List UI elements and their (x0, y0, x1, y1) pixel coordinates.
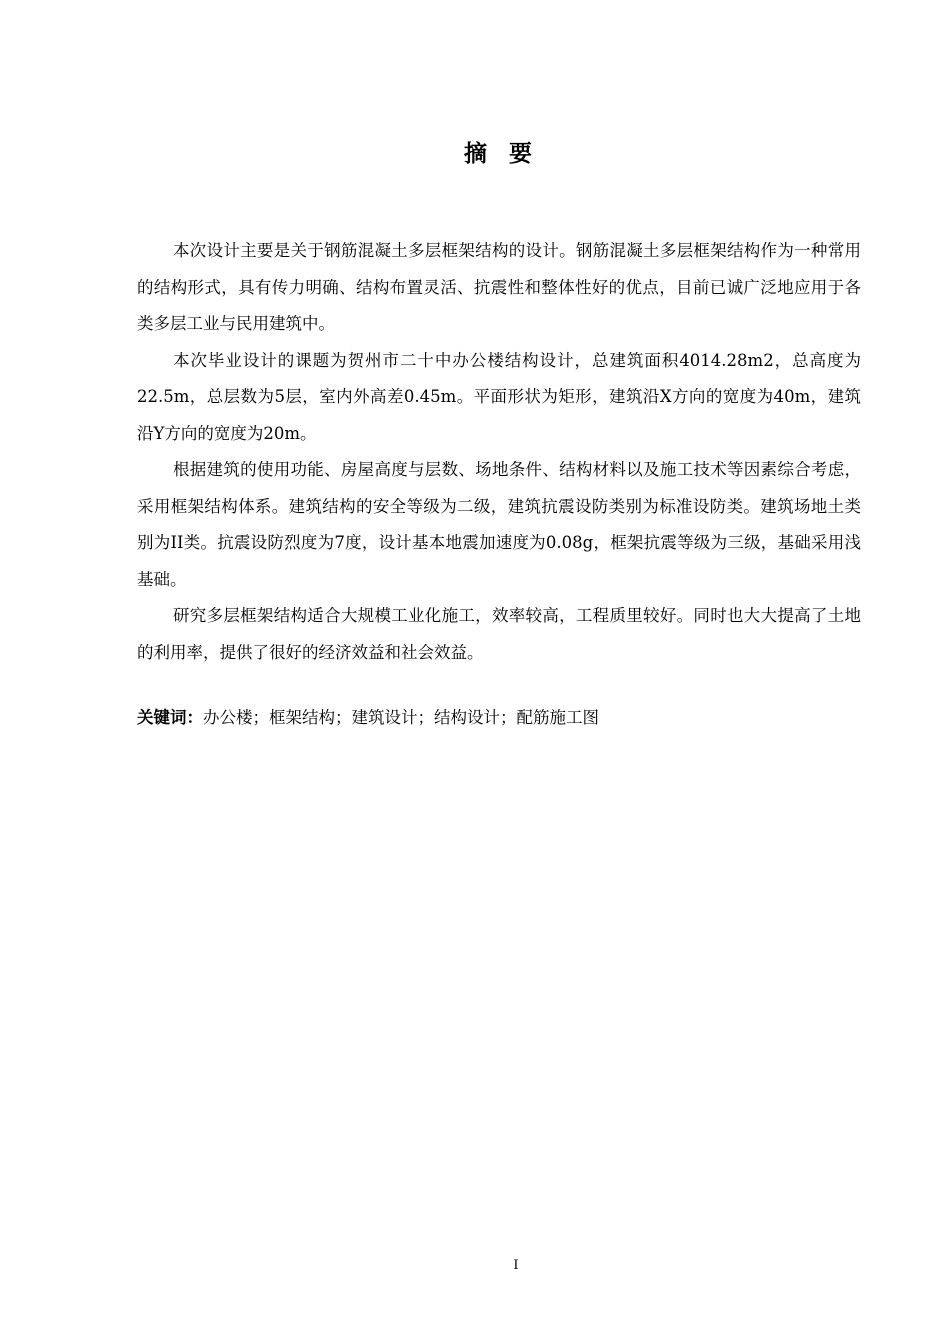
abstract-title: 摘 要 (463, 141, 534, 167)
abstract-paragraph-3: 根据建筑的使用功能、房屋高度与层数、场地条件、结构材料以及施工技术等因素综合考虑，采用框架结构体系。建筑结构的安全等级为二级，建筑抗震设防类别为标准设防类。建筑场地土类别为II类。抗震设防烈度为7度，设计基本地震加速度为0.08g，框架抗震等级为三级，基础采用浅基础。 (137, 460, 861, 589)
page-number: I (513, 1258, 519, 1273)
abstract-paragraph-4: 研究多层框架结构适合大规模工业化施工，效率较高，工程质里较好。同时也大大提高了土地的利用率，提供了很好的经济效益和社会效益。 (137, 606, 861, 662)
keywords-label: 关键词： (137, 708, 203, 727)
keywords-line (137, 700, 861, 736)
abstract-body (137, 233, 861, 671)
keywords-value: 办公楼；框架结构；建筑设计；结构设计；配筋施工图 (203, 708, 599, 727)
abstract-paragraph-2: 本次毕业设计的课题为贺州市二十中办公楼结构设计，总建筑面积4014.28m2，总高度为22.5m，总层数为5层，室内外高差0.45m。平面形状为矩形，建筑沿X方向的宽度为40m，建筑沿Y方向的宽度为20m。 (137, 350, 861, 443)
abstract-paragraph-1: 本次设计主要是关于钢筋混凝土多层框架结构的设计。钢筋混凝土多层框架结构作为一种常用的结构形式，具有传力明确、结构布置灵活、抗震性和整体性好的优点，目前已诚广泛地应用于各类多层工业与民用建筑中。 (137, 241, 861, 333)
